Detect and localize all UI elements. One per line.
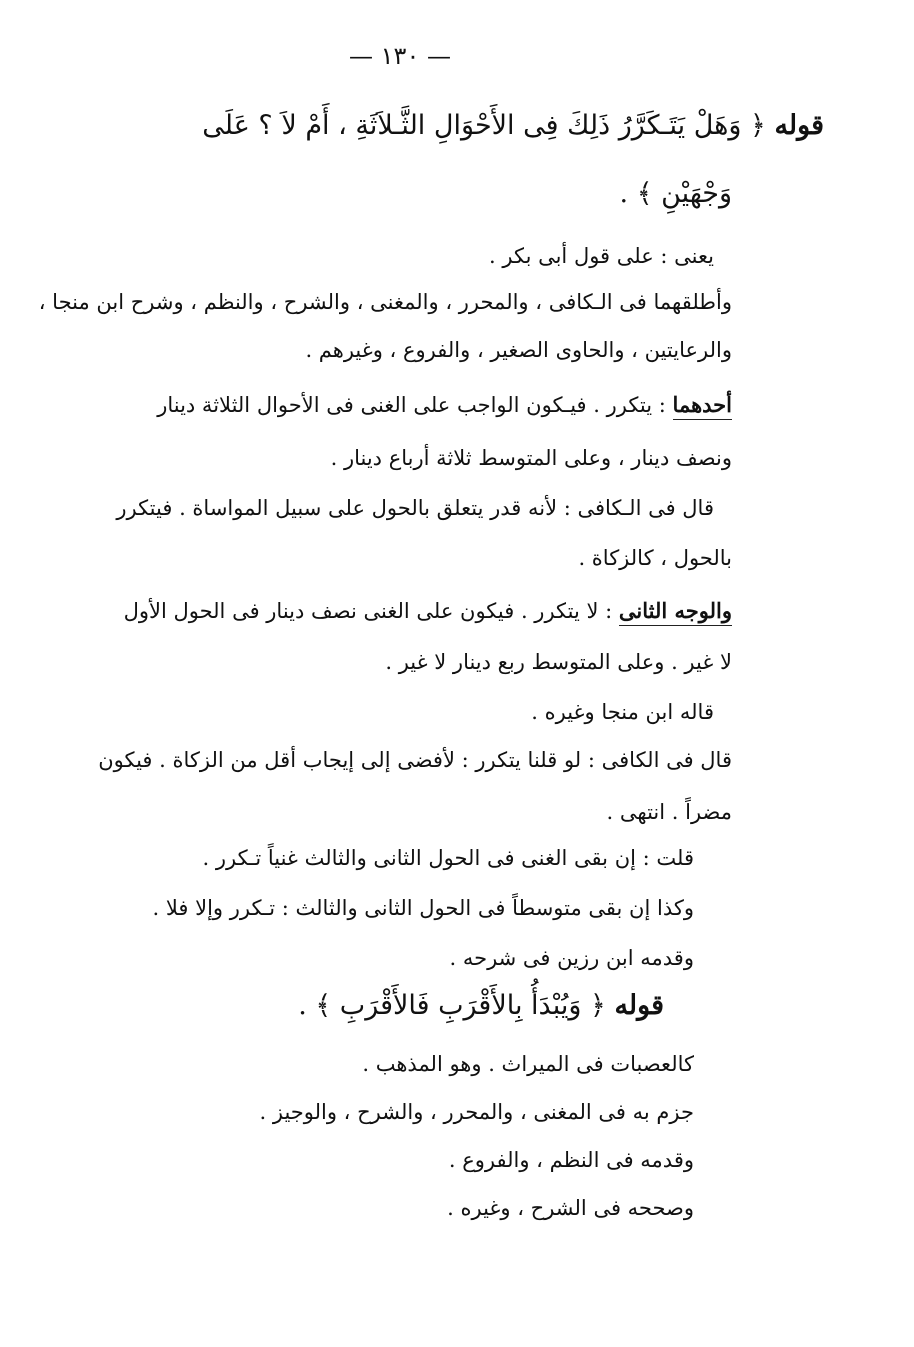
line-text: وصححه فى الشرح ، وغيره . [447, 1196, 694, 1220]
text-line [331, 446, 732, 471]
text-line [153, 896, 694, 921]
line-text: يعنى : على قول أبى بكر . [489, 244, 714, 268]
line-text: جزم به فى المغنى ، والمحرر ، والشرح ، والوجيز . [259, 1100, 694, 1124]
text-line [578, 546, 732, 571]
text-line [298, 990, 664, 1022]
text-line [531, 700, 714, 725]
text-line [447, 1196, 694, 1221]
line-text: كالعصبات فى الميراث . وهو المذهب . [362, 1052, 694, 1076]
line-text: : لا يتكرر . فيكون على الغنى نصف دينار فى الحول الأول [123, 599, 613, 623]
line-text: قاله ابن منجا وغيره . [531, 700, 714, 724]
line-text: : يتكرر . فيـكون الواجب على الغنى فى الأحوال الثلاثة دينار [157, 393, 666, 417]
text-line [305, 338, 732, 363]
keyword-first-view: أحدهما [673, 392, 732, 420]
text-line [489, 244, 714, 269]
line-text: بالحول ، كالزكاة . [578, 546, 732, 570]
line-text: والرعايتين ، والحاوى الصغير ، والفروع ، وغيرهم . [305, 338, 732, 362]
text-line [202, 110, 824, 142]
text-line [607, 800, 732, 825]
line-text: لا غير . وعلى المتوسط ربع دينار لا غير . [385, 650, 732, 674]
text-line [449, 1148, 694, 1173]
keyword-second-view: والوجه الثانى [619, 598, 732, 626]
line-text: وكذا إن بقى متوسطاً فى الحول الثانى والثالث : تـكرر وإلا فلا . [152, 896, 694, 920]
text-line [362, 1052, 694, 1077]
text-line [39, 290, 732, 315]
line-text: وقدمه ابن رزين فى شرحه . [449, 946, 694, 970]
line-text: وَجْهَيْنِ ﴾ . [619, 178, 732, 209]
keyword-qawluhu: قوله [774, 110, 824, 141]
text-line [449, 946, 694, 971]
keyword-qawluhu: قوله [614, 990, 664, 1021]
text-line [203, 846, 694, 871]
line-text: قال فى الـكافى : لأنه قدر يتعلق بالحول على سبيل المواساة . فيتكرر [116, 496, 714, 520]
text-line [98, 748, 732, 773]
text-line [157, 392, 732, 418]
line-text: ﴿ وَهَلْ يَتَـكَرَّرُ ذَلِكَ فِى الأَحْوَالِ الثَّـلاَثَةِ ، أَمْ لاَ ؟ عَلَى [202, 110, 766, 141]
page-number: — ١٣٠ — [349, 42, 451, 70]
line-text: قلت : إن بقى الغنى فى الحول الثانى والثالث غنياً تـكرر . [202, 846, 694, 870]
line-text: قال فى الكافى : لو قلنا يتكرر : لأفضى إلى إيجاب أقل من الزكاة . فيكون [98, 748, 732, 772]
text-line [124, 598, 732, 624]
text-line [620, 178, 732, 210]
line-text: ﴿ وَيُبْدَأُ بِالأَقْرَبِ فَالأَقْرَبِ ﴾ . [298, 990, 606, 1021]
text-line [260, 1100, 695, 1125]
text-line [385, 650, 732, 675]
line-text: وأطلقهما فى الـكافى ، والمحرر ، والمغنى ، والشرح ، والنظم ، وشرح ابن منجا ، [38, 290, 732, 314]
text-line [116, 496, 714, 521]
line-text: وقدمه فى النظم ، والفروع . [448, 1148, 694, 1172]
line-text: مضراً . انتهى . [606, 800, 732, 824]
line-text: ونصف دينار ، وعلى المتوسط ثلاثة أرباع دينار . [330, 446, 732, 470]
